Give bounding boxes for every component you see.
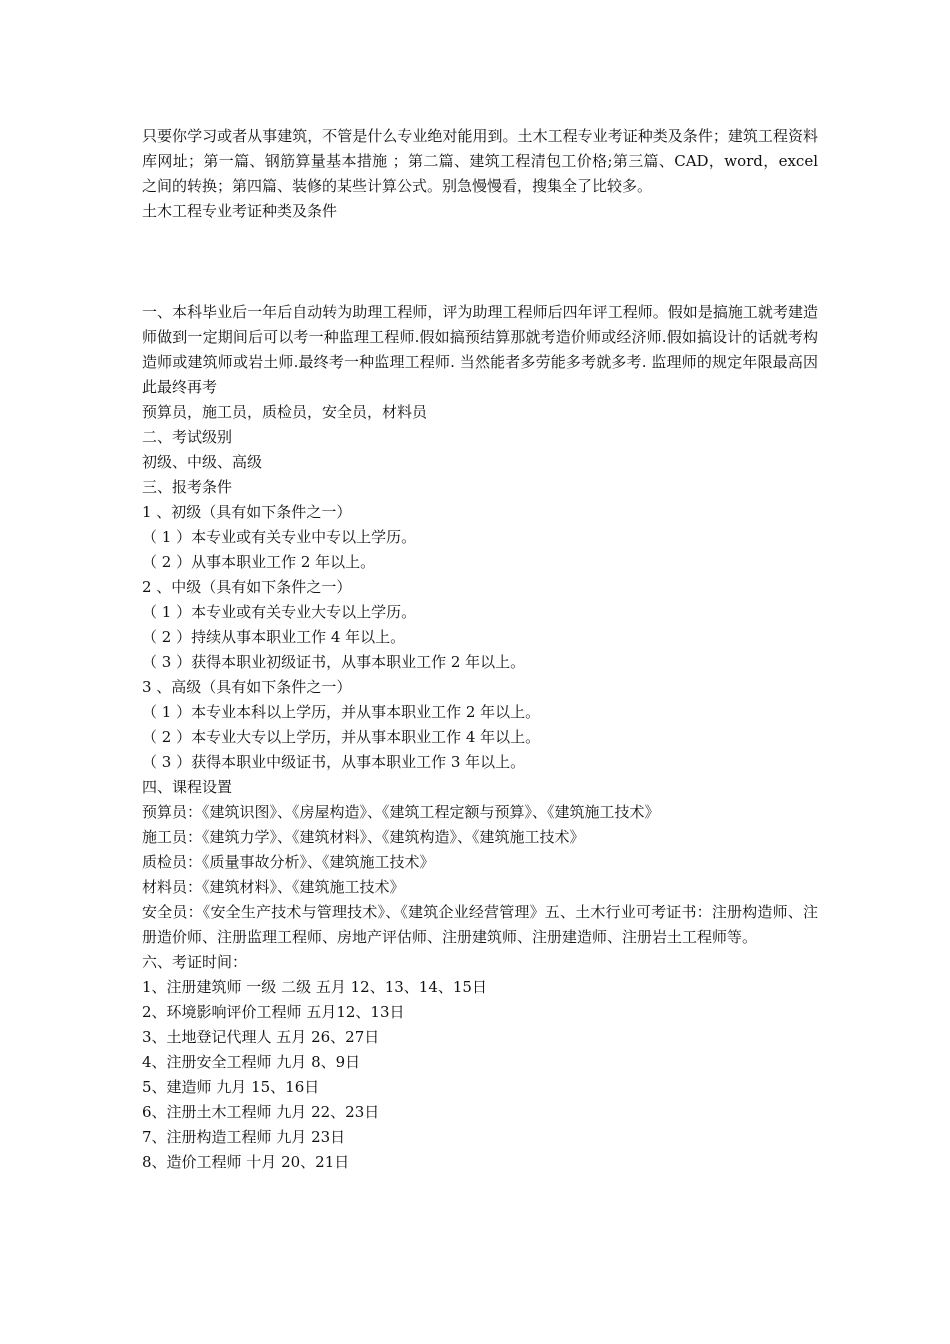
text-line: 预算员，施工员，质检员，安全员，材料员 xyxy=(142,403,428,421)
exam-time-item: 3、土地登记代理人 五月 26、27日 xyxy=(142,1028,380,1046)
course-line: 质检员：《质量事故分析》、《建筑施工技术》 xyxy=(142,853,435,871)
condition-item: （ 3 ）获得本职业中级证书，从事本职业工作 3 年以上。 xyxy=(142,753,526,771)
blank-space xyxy=(142,224,818,300)
course-line: 材料员：《建筑材料》、《建筑施工技术》 xyxy=(142,878,405,896)
level-heading: 2 、中级（具有如下条件之一） xyxy=(142,578,352,596)
exam-time-item: 5、建造师 九月 15、16日 xyxy=(142,1078,320,1096)
section-5-paragraph: 安全员：《安全生产技术与管理技术》、《建筑企业经营管理》五、土木行业可考证书：注册构造师、注册造价师、注册监理工程师、房地产评估师、注册建筑师、注册建造师、注册岩土工程师等。 xyxy=(142,903,818,946)
course-line: 施工员：《建筑力学》、《建筑材料》、《建筑构造》、《建筑施工技术》 xyxy=(142,828,585,846)
exam-time-item: 2、环境影响评价工程师 五月12、13日 xyxy=(142,1003,405,1021)
course-line: 预算员：《建筑识图》、《房屋构造》、《建筑工程定额与预算》、《建筑施工技术》 xyxy=(142,803,660,821)
condition-item: （ 2 ）本专业大专以上学历，并从事本职业工作 4 年以上。 xyxy=(142,728,541,746)
section-1-paragraph: 一、本科毕业后一年后自动转为助理工程师，评为助理工程师后四年评工程师。假如是搞施工就考建造师做到一定期间后可以考一种监理工程师.假如搞预结算那就考造价师或经济师.假如搞设计的话就考构造师或建筑师或岩土师.最终考一种监理工程师. 当然能者多劳能多考就多考. 监理师的规定年限最高因此最终再考 xyxy=(142,303,818,396)
section-heading: 三、报考条件 xyxy=(142,478,233,496)
section-heading: 二、考试级别 xyxy=(142,428,233,446)
intro-paragraph: 只要你学习或者从事建筑，不管是什么专业绝对能用到。土木工程专业考证种类及条件；建筑工程资料库网址；第一篇、钢筋算量基本措施 ；第二篇、建筑工程清包工价格;第三篇、CAD，word，excel之间的转换；第四篇、装修的某些计算公式。别急慢慢看，搜集全了比较多。 xyxy=(142,127,818,195)
document-heading: 土木工程专业考证种类及条件 xyxy=(142,202,338,220)
exam-time-item: 6、注册土木工程师 九月 22、23日 xyxy=(142,1103,380,1121)
condition-item: （ 2 ）持续从事本职业工作 4 年以上。 xyxy=(142,628,406,646)
condition-item: （ 1 ）本专业或有关专业中专以上学历。 xyxy=(142,528,417,546)
condition-item: （ 1 ）本专业或有关专业大专以上学历。 xyxy=(142,603,417,621)
section-heading: 四、课程设置 xyxy=(142,778,233,796)
exam-time-item: 1、注册建筑师 一级 二级 五月 12、13、14、15日 xyxy=(142,978,487,996)
condition-item: （ 2 ）从事本职业工作 2 年以上。 xyxy=(142,553,376,571)
exam-time-item: 8、造价工程师 十月 20、21日 xyxy=(142,1153,350,1171)
document-page xyxy=(142,124,818,1175)
exam-time-item: 4、注册安全工程师 九月 8、9日 xyxy=(142,1053,361,1071)
condition-item: （ 3 ）获得本职业初级证书，从事本职业工作 2 年以上。 xyxy=(142,653,526,671)
exam-time-item: 7、注册构造工程师 九月 23日 xyxy=(142,1128,346,1146)
condition-item: （ 1 ）本专业本科以上学历，并从事本职业工作 2 年以上。 xyxy=(142,703,541,721)
text-line: 初级、中级、高级 xyxy=(142,453,263,471)
level-heading: 1 、初级（具有如下条件之一） xyxy=(142,503,352,521)
level-heading: 3 、高级（具有如下条件之一） xyxy=(142,678,352,696)
section-heading: 六、考证时间： xyxy=(142,953,248,971)
